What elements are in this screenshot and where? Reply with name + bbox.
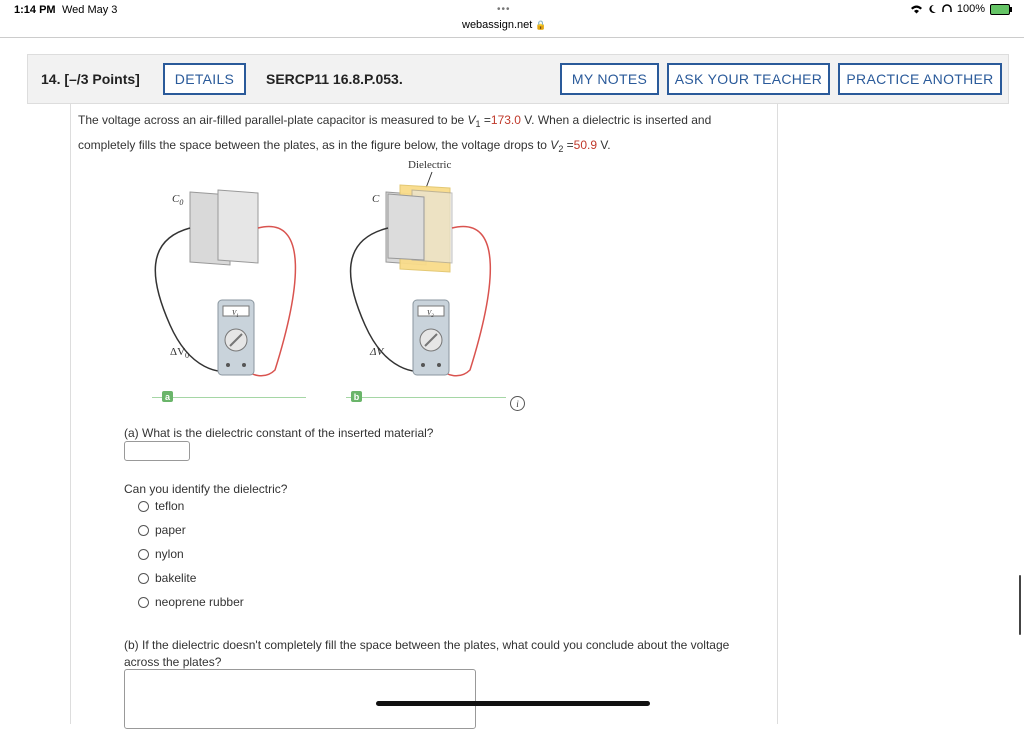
status-bar [0,0,1024,20]
radio-circle-icon[interactable] [138,597,149,608]
status-time: 1:14 PM [14,4,56,16]
part-a-question: (a) What is the dielectric constant of the inserted material? [124,426,434,440]
label-c: C [372,193,380,205]
info-icon[interactable]: i [510,396,525,411]
problem-statement: The voltage across an air-filled parallel-plate capacitor is measured to be $V_1 =173.0$ V. When a dielectric is inserted and completely fills the space between the plates, as in the figure below, the voltage drops to $V_2 =50.9$ V. [78,113,712,154]
figure-a-line [152,397,306,398]
radio-circle-icon[interactable] [138,549,149,560]
more-dots-icon[interactable]: ••• [497,4,511,15]
ask-teacher-button[interactable]: ASK YOUR TEACHER [667,63,830,95]
battery-percent: 100% [956,3,985,15]
voltmeter-2 [413,300,449,375]
capacitor-c-dielectric [386,185,452,272]
moon-icon [928,4,937,14]
lock-icon: 🔒 [535,20,547,30]
status-icons [910,3,1010,15]
part-b-question: (b) If the dielectric doesn't completely fill the space between the plates, what could you conclude about the voltage across the plates? [124,638,730,669]
my-notes-button[interactable]: MY NOTES [560,63,659,95]
radio-circle-icon[interactable] [138,525,149,536]
radio-teflon[interactable]: teflon [138,499,184,513]
status-date: Wed May 3 [62,4,118,16]
v2-value: 50.9 [573,138,598,152]
figure-b-line [346,397,506,398]
battery-icon [990,4,1010,15]
wifi-icon [910,4,923,14]
radio-nylon[interactable]: nylon [138,547,184,561]
capacitor-figure [150,160,510,385]
scrollbar[interactable] [1019,575,1021,635]
question-code: SERCP11 16.8.P.053. [266,71,403,87]
radio-paper[interactable]: paper [138,523,186,537]
label-c0: $C_0$ [172,193,184,207]
dielectric-constant-input[interactable] [124,441,190,461]
label-dv0: $\Delta V_0$ [170,346,190,360]
radio-neoprene-rubber[interactable]: neoprene rubber [138,595,244,609]
meter2-label: $V_2$ [427,309,434,319]
figure-tag-b: b [351,391,362,402]
header-divider [0,37,1024,38]
radio-circle-icon[interactable] [138,501,149,512]
home-indicator [376,701,650,706]
label-dv: ΔV [370,346,384,358]
v1-value: 173.0 [490,113,521,127]
headphones-icon [942,4,952,14]
label-dielectric: Dielectric [408,160,452,171]
question-number: 14. [–/3 Points] [41,71,140,87]
figure-tag-a: a [162,391,173,402]
meter1-label: $V_1$ [232,309,239,319]
identify-prompt: Can you identify the dielectric? [124,482,288,496]
capacitor-c0 [190,190,258,265]
practice-another-button[interactable]: PRACTICE ANOTHER [838,63,1002,95]
question-header [27,54,1009,104]
url-text[interactable]: webassign.net 🔒 [462,19,547,31]
radio-circle-icon[interactable] [138,573,149,584]
radio-bakelite[interactable]: bakelite [138,571,196,585]
details-button[interactable]: DETAILS [163,63,246,95]
voltmeter-1 [218,300,254,375]
part-b-answer-textarea[interactable] [124,669,476,729]
